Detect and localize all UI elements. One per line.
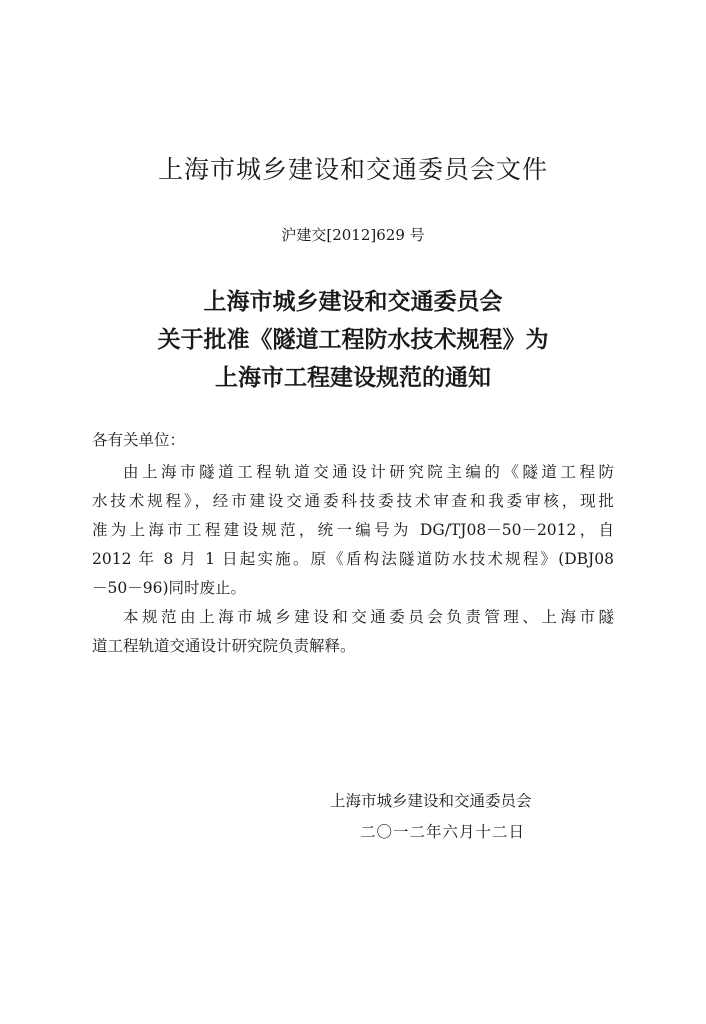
body-line-1: 由上海市隧道工程轨道交通设计研究院主编的《隧道工程防 (123, 463, 614, 481)
notice-body (92, 458, 614, 661)
signature-organization: 上海市城乡建设和交通委员会 (330, 792, 532, 810)
body-line-3: 准为上海市工程建设规范，统一编号为 DG/TJ08－50－2012，自 (92, 521, 614, 539)
salutation: 各有关单位： (92, 431, 186, 449)
title-line-3: 上海市工程建设规范的通知 (215, 365, 491, 391)
title-line-2: 关于批准《隧道工程防水技术规程》为 (157, 327, 549, 353)
signature-date: 二〇一二年六月十二日 (360, 823, 526, 841)
document-number: 沪建交[2012]629 号 (281, 226, 425, 244)
body-line-6: 本规范由上海市城乡建设和交通委员会负责管理、上海市隧 (123, 608, 614, 626)
document-header: 上海市城乡建设和交通委员会文件 (157, 155, 548, 184)
body-line-2: 水技术规程》，经市建设交通委科技委技术审查和我委审核，现批 (92, 492, 614, 510)
body-line-5: －50－96)同时废止。 (92, 579, 246, 597)
notice-title (0, 283, 706, 397)
body-line-4: 2012 年 8 月 1 日起实施。原《盾构法隧道防水技术规程》(DBJ08 (92, 550, 614, 568)
title-line-1: 上海市城乡建设和交通委员会 (203, 289, 503, 315)
body-line-7: 道工程轨道交通设计研究院负责解释。 (92, 637, 356, 655)
